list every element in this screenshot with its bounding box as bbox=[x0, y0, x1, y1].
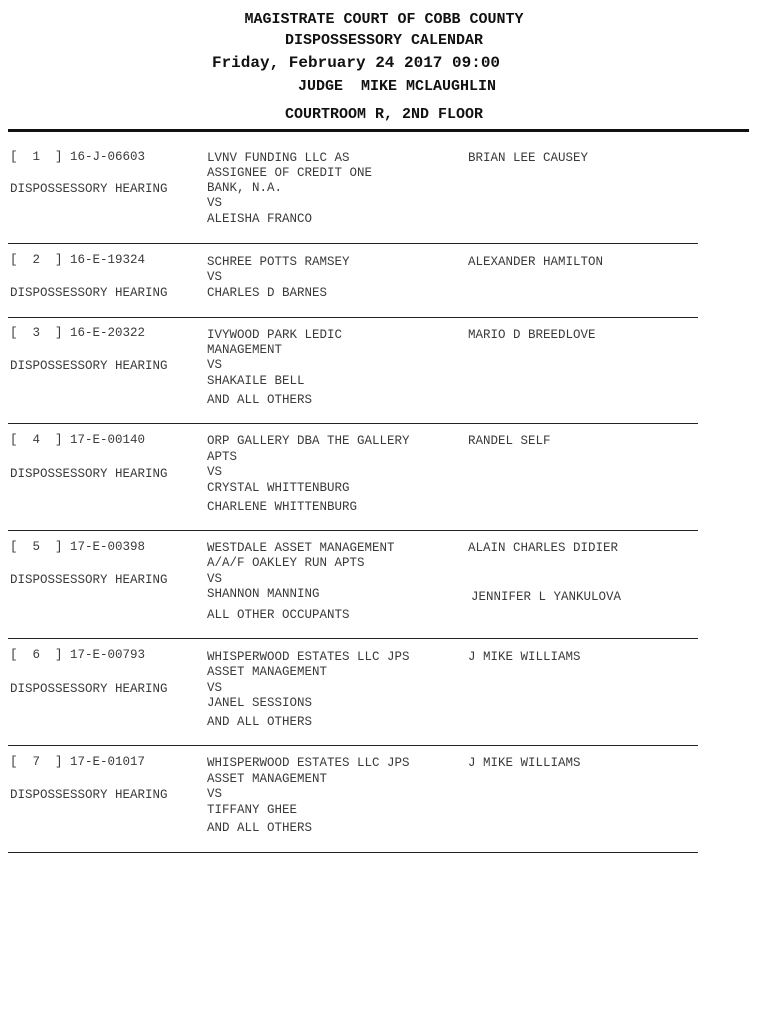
hearing-type: DISPOSSESSORY HEARING bbox=[10, 467, 168, 481]
plaintiff-line: ORP GALLERY DBA THE GALLERY bbox=[207, 434, 410, 448]
attorney: RANDEL SELF bbox=[468, 434, 551, 448]
defendant-line: TIFFANY GHEE bbox=[207, 803, 298, 817]
case-number: [ 2 ] 16-E-19324 bbox=[10, 253, 146, 267]
plaintiff-line: WHISPERWOOD ESTATES LLC JPS bbox=[207, 650, 410, 664]
plaintiff-line: SCHREE POTTS RAMSEY bbox=[207, 255, 350, 269]
defendant-line: CHARLENE WHITTENBURG bbox=[207, 500, 358, 514]
defendant-line: ALEISHA FRANCO bbox=[207, 212, 313, 226]
attorney: JENNIFER L YANKULOVA bbox=[471, 590, 622, 604]
defendant-line: AND ALL OTHERS bbox=[207, 821, 313, 835]
courtroom: COURTROOM R, 2ND FLOOR bbox=[284, 106, 484, 123]
judge-name: JUDGE MIKE MCLAUGHLIN bbox=[297, 78, 497, 95]
header-divider bbox=[8, 129, 749, 132]
case-number: [ 4 ] 17-E-00140 bbox=[10, 433, 146, 447]
court-title: MAGISTRATE COURT OF COBB COUNTY bbox=[244, 11, 524, 28]
case-number: [ 6 ] 17-E-00793 bbox=[10, 648, 146, 662]
plaintiff-line: ASSIGNEE OF CREDIT ONE bbox=[207, 166, 373, 180]
calendar-datetime: Friday, February 24 2017 09:00 bbox=[211, 54, 501, 72]
versus: VS bbox=[207, 572, 223, 586]
plaintiff-line: WESTDALE ASSET MANAGEMENT bbox=[207, 541, 395, 555]
case-divider bbox=[8, 638, 698, 639]
case-divider bbox=[8, 317, 698, 318]
attorney: BRIAN LEE CAUSEY bbox=[468, 151, 589, 165]
case-number: [ 1 ] 16-J-06603 bbox=[10, 150, 146, 164]
case-divider bbox=[8, 745, 698, 746]
defendant-line: JANEL SESSIONS bbox=[207, 696, 313, 710]
hearing-type: DISPOSSESSORY HEARING bbox=[10, 682, 168, 696]
plaintiff-line: BANK, N.A. bbox=[207, 181, 283, 195]
plaintiff-line: ASSET MANAGEMENT bbox=[207, 772, 328, 786]
versus: VS bbox=[207, 465, 223, 479]
attorney: J MIKE WILLIAMS bbox=[468, 650, 581, 664]
hearing-type: DISPOSSESSORY HEARING bbox=[10, 573, 168, 587]
attorney: J MIKE WILLIAMS bbox=[468, 756, 581, 770]
versus: VS bbox=[207, 270, 223, 284]
case-divider bbox=[8, 243, 698, 244]
attorney: ALAIN CHARLES DIDIER bbox=[468, 541, 619, 555]
defendant-line: CRYSTAL WHITTENBURG bbox=[207, 481, 350, 495]
attorney: ALEXANDER HAMILTON bbox=[468, 255, 604, 269]
case-divider bbox=[8, 423, 698, 424]
plaintiff-line: A/A/F OAKLEY RUN APTS bbox=[207, 556, 365, 570]
calendar-title: DISPOSSESSORY CALENDAR bbox=[284, 32, 484, 49]
plaintiff-line: LVNV FUNDING LLC AS bbox=[207, 151, 350, 165]
case-number: [ 5 ] 17-E-00398 bbox=[10, 540, 146, 554]
versus: VS bbox=[207, 787, 223, 801]
defendant-line: SHANNON MANNING bbox=[207, 587, 320, 601]
defendant-line: CHARLES D BARNES bbox=[207, 286, 328, 300]
case-number: [ 3 ] 16-E-20322 bbox=[10, 326, 146, 340]
plaintiff-line: IVYWOOD PARK LEDIC bbox=[207, 328, 343, 342]
defendant-line: AND ALL OTHERS bbox=[207, 715, 313, 729]
versus: VS bbox=[207, 681, 223, 695]
versus: VS bbox=[207, 358, 223, 372]
defendant-line: ALL OTHER OCCUPANTS bbox=[207, 608, 350, 622]
case-number: [ 7 ] 17-E-01017 bbox=[10, 755, 146, 769]
defendant-line: AND ALL OTHERS bbox=[207, 393, 313, 407]
case-divider bbox=[8, 852, 698, 853]
plaintiff-line: WHISPERWOOD ESTATES LLC JPS bbox=[207, 756, 410, 770]
hearing-type: DISPOSSESSORY HEARING bbox=[10, 359, 168, 373]
plaintiff-line: APTS bbox=[207, 450, 238, 464]
hearing-type: DISPOSSESSORY HEARING bbox=[10, 286, 168, 300]
hearing-type: DISPOSSESSORY HEARING bbox=[10, 788, 168, 802]
case-divider bbox=[8, 530, 698, 531]
versus: VS bbox=[207, 196, 223, 210]
hearing-type: DISPOSSESSORY HEARING bbox=[10, 182, 168, 196]
plaintiff-line: MANAGEMENT bbox=[207, 343, 283, 357]
attorney: MARIO D BREEDLOVE bbox=[468, 328, 596, 342]
defendant-line: SHAKAILE BELL bbox=[207, 374, 305, 388]
plaintiff-line: ASSET MANAGEMENT bbox=[207, 665, 328, 679]
